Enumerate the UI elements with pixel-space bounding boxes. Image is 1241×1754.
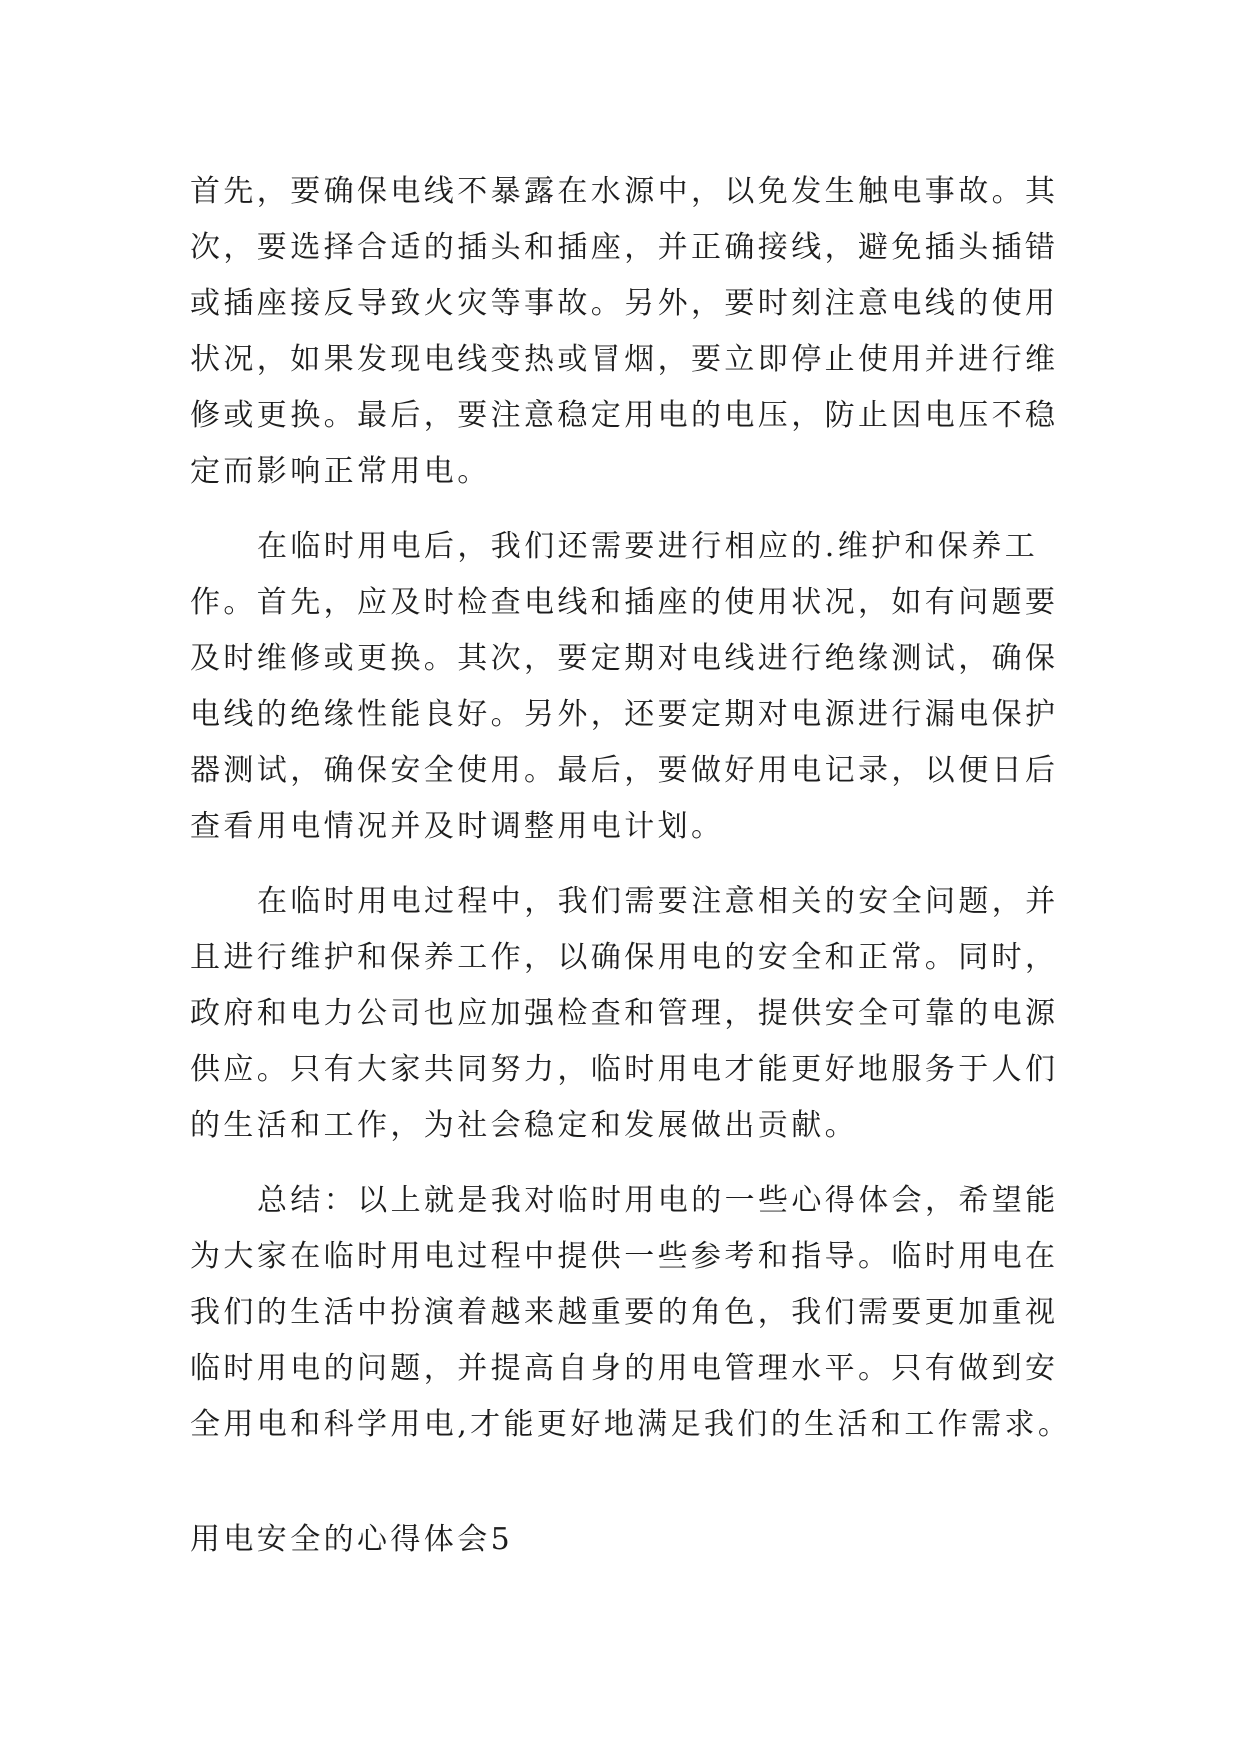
text-line: 的生活和工作，为社会稳定和发展做出贡献。 xyxy=(190,1108,858,1143)
text-line: 首先，要确保电线不暴露在水源中，以免发生触电事故。其 xyxy=(190,174,1059,209)
text-line: 电线的绝缘性能良好。另外，还要定期对电源进行漏电保护 xyxy=(190,697,1059,732)
section-heading: 用电安全的心得体会5 xyxy=(190,1522,514,1557)
text-line: 临时用电的问题，并提高自身的用电管理水平。只有做到安 xyxy=(190,1351,1059,1386)
text-line: 次，要选择合适的插头和插座，并正确接线，避免插头插错 xyxy=(190,230,1059,265)
paragraph-safety-precautions xyxy=(190,164,1241,500)
text-line: 且进行维护和保养工作，以确保用电的安全和正常。同时， xyxy=(190,940,1059,975)
text-line: 状况，如果发现电线变热或冒烟，要立即停止使用并进行维 xyxy=(190,342,1059,377)
text-line: 为大家在临时用电过程中提供一些参考和指导。临时用电在 xyxy=(190,1239,1059,1274)
text-line: 器测试，确保安全使用。最后，要做好用电记录，以便日后 xyxy=(190,753,1059,788)
text-line: 供应。只有大家共同努力，临时用电才能更好地服务于人们 xyxy=(190,1052,1059,1087)
paragraph-summary xyxy=(190,1173,1241,1453)
text-line: 作。首先，应及时检查电线和插座的使用状况，如有问题要 xyxy=(190,585,1059,620)
text-line: 我们的生活中扮演着越来越重要的角色，我们需要更加重视 xyxy=(190,1295,1059,1330)
text-line: 或插座接反导致火灾等事故。另外，要时刻注意电线的使用 xyxy=(190,286,1059,321)
paragraph-maintenance xyxy=(190,519,1241,855)
text-line: 政府和电力公司也应加强检查和管理，提供安全可靠的电源 xyxy=(190,996,1059,1031)
text-line: 全用电和科学用电,才能更好地满足我们的生活和工作需求。 xyxy=(190,1407,1072,1442)
text-line: 定而影响正常用电。 xyxy=(190,454,491,489)
text-line: 在临时用电后，我们还需要进行相应的.维护和保养工 xyxy=(257,529,1039,564)
text-line: 在临时用电过程中，我们需要注意相关的安全问题，并 xyxy=(257,884,1059,919)
text-line: 及时维修或更换。其次，要定期对电线进行绝缘测试，确保 xyxy=(190,641,1059,676)
text-line: 修或更换。最后，要注意稳定用电的电压，防止因电压不稳 xyxy=(190,398,1059,433)
paragraph-cooperation xyxy=(190,874,1241,1154)
text-line: 总结：以上就是我对临时用电的一些心得体会，希望能 xyxy=(257,1183,1059,1218)
text-line: 查看用电情况并及时调整用电计划。 xyxy=(190,809,725,844)
